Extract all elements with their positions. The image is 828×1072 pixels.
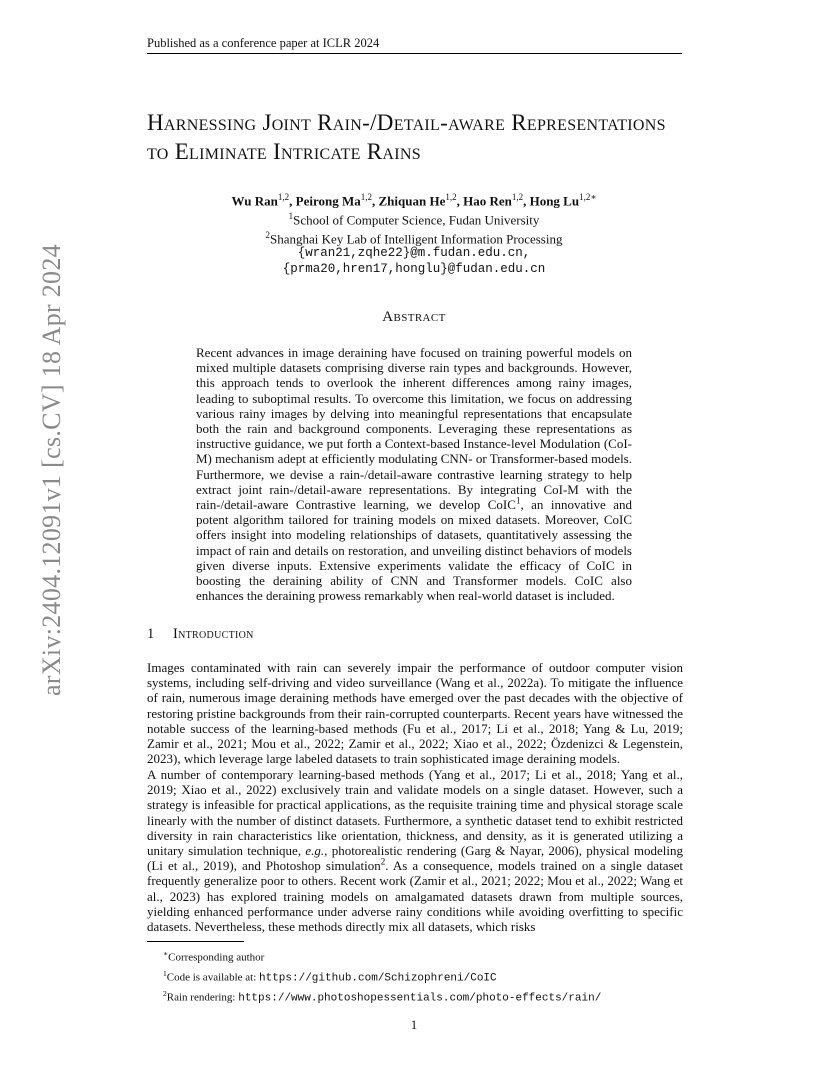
arxiv-identifier[interactable]: arXiv:2404.12091v1 [cs.CV] 18 Apr 2024: [37, 244, 66, 696]
author-names: Wu Ran$^{1,2}$, Peirong Ma$^{1,2}$, Zhiquan He$^{1,2}$, Hao Ren$^{1,2}$, Hong $Lu^{1,2∗}$: [231, 192, 597, 209]
affiliation-1: $^1$School of Computer Science, Fudan University: [288, 210, 540, 228]
footnote-rule: [147, 941, 244, 942]
footnotes: [163, 946, 683, 1007]
author-name: Hong Lu: [529, 193, 580, 209]
header-rule: [147, 53, 682, 54]
author-block: [100, 190, 728, 277]
footnote-mark[interactable]: 2: [380, 856, 386, 867]
footnote-mark[interactable]: 1: [515, 495, 521, 506]
author-affil-mark: 1,2: [277, 192, 290, 202]
code-url-link[interactable]: https://github.com/Schizophreni/CoIC: [259, 972, 497, 985]
author-affil-mark: 1,2: [445, 192, 457, 202]
author-name: Zhiquan He: [378, 193, 446, 209]
author-email-1: {wran21,zqhe22}@m.fudan.edu.cn,: [297, 246, 531, 261]
author-affil-mark: 1,2: [511, 192, 524, 202]
paper-title: Harnessing Joint Rain-/Detail-aware Representations to Eliminate Intricate Rains: [147, 110, 666, 164]
author-name: Hao Ren: [463, 193, 512, 209]
affiliation-2: $^2$Shanghai Key Lab of Intelligent Information Processing: [265, 229, 563, 246]
section-title: Introduction: [173, 626, 254, 642]
page-number: 1: [410, 1017, 418, 1032]
footnote-rain-rendering: $^2$Rain rendering: https://www.photoshopessentials.com/photo-effects/rain/: [163, 989, 602, 1005]
footnote-code: $^1$Code is available at: https://github.com/Schizophreni/CoIC: [163, 968, 497, 985]
footnote-corresponding: ∗Corresponding author: [163, 949, 265, 964]
author-affil-mark: 1,2∗: [579, 192, 597, 202]
author-name: Peirong Ma: [295, 193, 361, 209]
section-number: 1: [147, 626, 155, 642]
intro-paragraph-1: Images contaminated with rain can severely impair the performance of outdoor computer vision systems, including self-driving and video surveillance (Wang et al., 2022a). To mitigate the influence of rain, numerous image deraining methods have emerged over the past decades with the objective of restoring pristine backgrounds from their rain-corrupted counterparts. Recent years have witnessed the notable success of the learning-based methods (Fu et al., 2017; Li et al., 2018; Yang & Lu, 2019; Zamir et al., 2021; Mou et al., 2022; Zamir et al., 2022; Xiao et al., 2022; Özdenizci & Legenstein, 2023), which leverage large labeled datasets to train sophisticated image deraining models.: [147, 660, 683, 767]
author-email-2: {prma20,hren17,honglu}@fudan.edu.cn: [282, 261, 546, 276]
rain-rendering-url-link[interactable]: https://www.photoshopessentials.com/photo-effects/rain/: [238, 992, 602, 1005]
section-heading-introduction: [147, 626, 254, 643]
running-head: Published as a conference paper at ICLR 2024: [147, 36, 380, 50]
abstract-heading: Abstract: [382, 309, 446, 325]
author-name: Wu Ran: [231, 193, 278, 209]
abstract-text: Recent advances in image deraining have focused on training powerful models on mixed multiple datasets comprising diverse rain types and backgrounds. However, this approach tends to overlook the inherent differences among rainy images, leading to suboptimal results. To overcome this limitation, we focus on addressing various rainy images by delving into meaningful representations that encapsulate both the rain and background components. Leveraging these representations as instructive guidance, we put forth a Context-based Instance-level Modulation (CoI-M) mechanism adept at efficiently modulating CNN- or Transformer-based models. Furthermore, we devise a rain-/detail-aware contrastive learning strategy to help extract joint rain-/detail-aware representations. By integrating CoI-M with the rain-/detail-aware Contrastive learning, we develop CoIC$^1$, an innovative and potent algorithm tailored for training models on mixed datasets. Moreover, CoIC offers insight into modeling relationships of datasets, quantitatively assessing the impact of rain and details on restoration, and unveiling distinct behaviors of models given diverse inputs. Extensive experiments validate the efficacy of CoIC in boosting the deraining ability of CNN and Transformer models. CoIC also enhances the deraining prowess remarkably when real-world dataset is included.: [196, 345, 632, 604]
author-affil-mark: 1,2: [360, 192, 372, 202]
intro-paragraph-2: A number of contemporary learning-based methods (Yang et al., 2017; Li et al., 2018; Yang et al., 2019; Xiao et al., 2022) exclusively train and validate models on a single dataset. However, such a strategy is infeasible for practical applications, as the requisite training time and physical storage scale linearly with the number of distinct datasets. Furthermore, a synthetic dataset tend to exhibit restricted diversity in rain characteristics like orientation, thickness, and density, as it is generated utilizing a unitary simulation technique, e.g., photorealistic rendering (Garg & Nayar, 2006), physical modeling (Li et al., 2019), and Photoshop simulation$^2$. As a consequence, models trained on a single dataset frequently generalize poor to others. Recent work (Zamir et al., 2021; 2022; Mou et al., 2022; Wang et al., 2023) has explored training models on amalgamated datasets drawn from multiple sources, yielding enhanced performance under adverse rainy conditions while avoiding overfitting to specific datasets. Nevertheless, these methods directly mix all datasets, which risks: [147, 767, 683, 935]
